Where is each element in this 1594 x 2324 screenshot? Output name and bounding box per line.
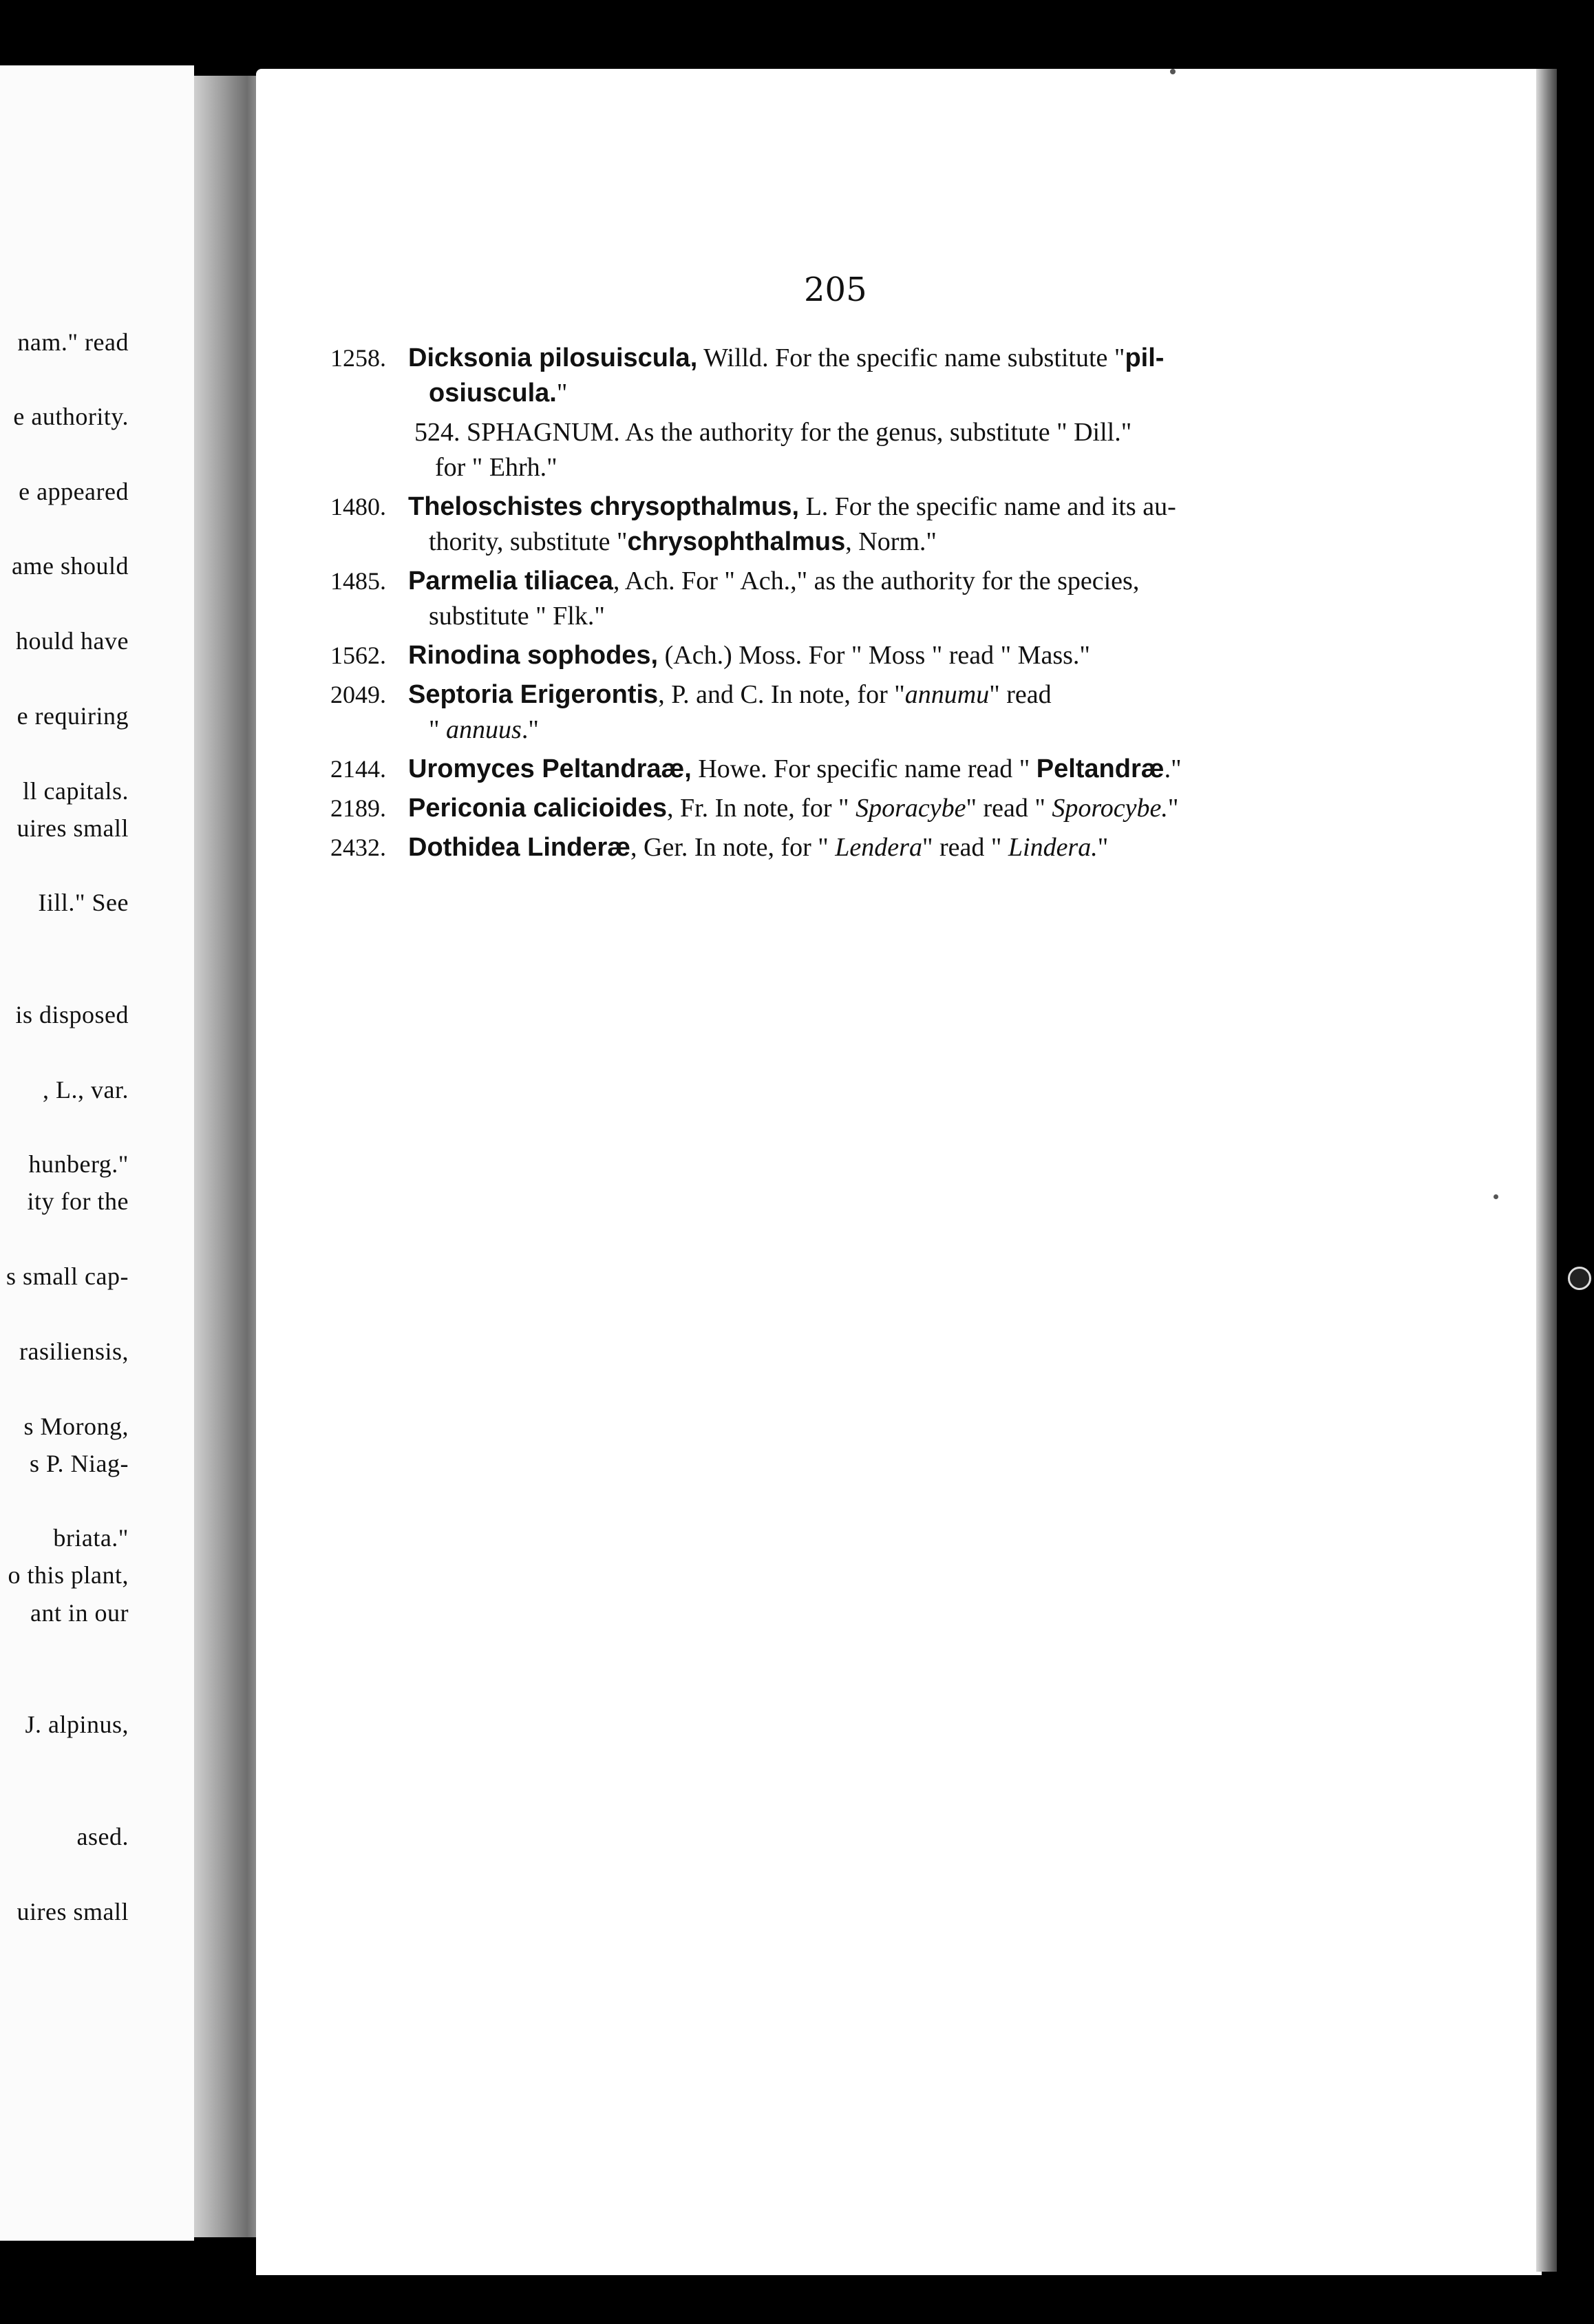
- entry-number: 1562.: [330, 642, 386, 669]
- entry-segment: , Ger. In note, for ": [630, 833, 836, 862]
- entry-text: [408, 752, 1335, 787]
- errata-entry: [330, 489, 1335, 560]
- page-edge: [1536, 69, 1557, 2272]
- entry-segment: Theloschistes chrysopthalmus,: [408, 492, 800, 521]
- entry-segment: ": [556, 379, 568, 408]
- entry-segment: Lendera: [835, 833, 922, 862]
- entry-segment: " read ": [922, 833, 1008, 862]
- entry-segment: Parmelia tiliacea: [408, 567, 613, 595]
- entry-segment: ": [1167, 794, 1179, 823]
- previous-page-line: s Morong,: [23, 1413, 129, 1440]
- entry-segment: , Norm.": [845, 527, 937, 556]
- entry-segment: annumu: [904, 680, 990, 709]
- entry-segment: , Fr. In note, for ": [666, 794, 856, 823]
- entry-continuation: [408, 712, 1335, 748]
- entry-segment: .": [1164, 754, 1182, 783]
- errata-entry: [330, 415, 1335, 485]
- entry-number: 2144.: [330, 755, 386, 783]
- entry-segment: ": [429, 715, 447, 744]
- errata-entry: [330, 830, 1335, 865]
- entry-segment: thority, substitute ": [429, 527, 628, 556]
- previous-page-line: , L., var.: [43, 1076, 129, 1103]
- previous-page-line: e requiring: [17, 702, 129, 730]
- previous-page-line: briata.": [53, 1524, 129, 1552]
- previous-page-line: ant in our: [30, 1599, 129, 1627]
- previous-page-line: o this plant,: [8, 1561, 129, 1589]
- entry-segment: Rinodina sophodes,: [408, 641, 659, 670]
- entry-text: [408, 677, 1335, 748]
- previous-page-line: rasiliensis,: [19, 1338, 129, 1365]
- entry-segment: pil-: [1125, 344, 1165, 372]
- entry-segment: Howe. For specific name read ": [691, 754, 1037, 783]
- entry-first-line: [408, 794, 1178, 823]
- entry-segment: , Ach. For " Ach.," as the authority for the species,: [613, 567, 1140, 595]
- entry-segment: , P. and C. In note, for ": [658, 680, 905, 709]
- entry-segment: L. For the specific name and its au-: [799, 492, 1176, 521]
- entry-continuation: [408, 525, 1335, 560]
- page-number: 205: [804, 271, 867, 309]
- entry-text: [408, 564, 1335, 634]
- entry-segment: annuus: [446, 715, 522, 744]
- previous-page-line: hould have: [16, 627, 129, 655]
- previous-page-line: nam." read: [17, 328, 129, 356]
- errata-list: [330, 341, 1335, 869]
- binding-mark: [1568, 1267, 1591, 1290]
- errata-entry: [330, 791, 1335, 826]
- previous-page-line: ame should: [12, 552, 129, 580]
- entry-text: [408, 638, 1335, 673]
- entry-number: 1258.: [330, 344, 386, 372]
- entry-number: 1485.: [330, 567, 386, 595]
- previous-page-line: s small cap-: [6, 1263, 129, 1290]
- entry-text: [408, 489, 1335, 560]
- entry-segment: Uromyces Peltandraæ,: [408, 754, 692, 783]
- previous-page-line: uires small: [17, 814, 129, 842]
- entry-first-line: [408, 641, 1090, 670]
- previous-page-line: hunberg.": [28, 1150, 129, 1178]
- previous-page-line: s P. Niag-: [29, 1450, 129, 1477]
- entry-segment: Dothidea Linderæ: [408, 833, 631, 862]
- entry-first-line: [414, 418, 1131, 447]
- errata-entry: [330, 564, 1335, 634]
- previous-page-line: is disposed: [15, 1001, 129, 1028]
- entry-first-line: [408, 833, 1108, 862]
- errata-entry: [330, 752, 1335, 787]
- errata-entry: [330, 341, 1335, 411]
- errata-entry: [330, 677, 1335, 748]
- entry-segment: Septoria Erigerontis: [408, 680, 659, 709]
- entry-text: [408, 830, 1335, 865]
- entry-segment: Periconia calicioides: [408, 794, 667, 823]
- speck: [1170, 69, 1176, 74]
- entry-segment: Sporacybe: [856, 794, 966, 823]
- entry-segment: 524. SPHAGNUM. As the authority for the genus, substitute " Dill.": [414, 418, 1132, 447]
- previous-page-line: e appeared: [19, 478, 129, 505]
- entry-segment: " read ": [966, 794, 1052, 823]
- entry-segment: Sporocybe.: [1052, 794, 1168, 823]
- entry-segment: Peltandræ: [1036, 754, 1165, 783]
- entry-text: [414, 415, 1335, 485]
- entry-first-line: [408, 344, 1164, 372]
- entry-segment: for " Ehrh.": [435, 453, 557, 482]
- entry-number: 1480.: [330, 493, 386, 520]
- entry-segment: chrysophthalmus: [627, 527, 846, 556]
- entry-number: 2049.: [330, 681, 386, 708]
- entry-segment: (Ach.) Moss. For " Moss " read " Mass.": [658, 641, 1090, 670]
- entry-continuation: [408, 376, 1335, 411]
- entry-first-line: [408, 567, 1139, 595]
- entry-first-line: [408, 492, 1176, 521]
- previous-page: [0, 65, 194, 2241]
- entry-text: [408, 791, 1335, 826]
- previous-page-line: uires small: [17, 1898, 129, 1925]
- entry-number: 2432.: [330, 834, 386, 861]
- entry-number: 2189.: [330, 794, 386, 822]
- entry-segment: " read: [989, 680, 1052, 709]
- previous-page-line: ll capitals.: [23, 777, 129, 805]
- entry-continuation: [414, 450, 1335, 485]
- errata-entry: [330, 638, 1335, 673]
- entry-first-line: [408, 680, 1052, 709]
- entry-text: [408, 341, 1335, 411]
- previous-page-line: e authority.: [13, 403, 129, 430]
- previous-page-line: J. alpinus,: [25, 1711, 129, 1738]
- entry-continuation: [408, 599, 1335, 634]
- previous-page-line: ity for the: [27, 1187, 129, 1215]
- entry-segment: ": [1097, 833, 1109, 862]
- entry-segment: .": [521, 715, 539, 744]
- entry-segment: substitute " Flk.": [429, 602, 605, 631]
- entry-segment: Willd. For the specific name substitute ": [697, 344, 1125, 372]
- previous-page-line: ased.: [76, 1823, 129, 1850]
- entry-segment: osiuscula.: [429, 379, 557, 408]
- entry-first-line: [408, 754, 1182, 783]
- entry-segment: Lindera.: [1008, 833, 1098, 862]
- previous-page-line: Iill." See: [38, 889, 129, 916]
- speck: [1494, 1194, 1498, 1199]
- entry-segment: Dicksonia pilosuiscula,: [408, 344, 698, 372]
